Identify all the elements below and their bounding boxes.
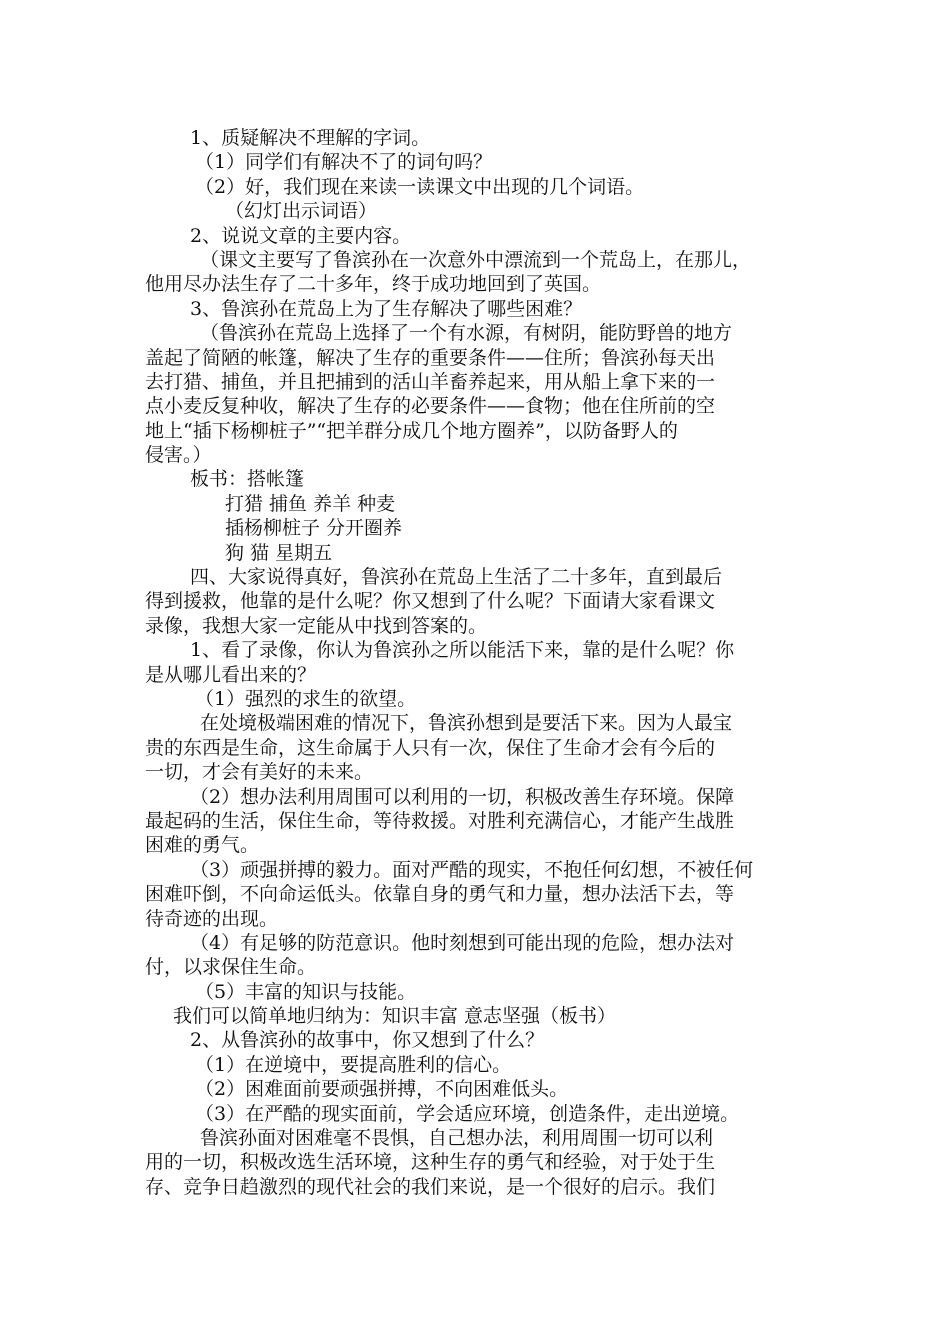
- text-line: 用的一切，积极改选生活环境，这种生存的勇气和经验，对于处于生: [145, 1151, 716, 1174]
- text-line: 存、竞争日趋激烈的现代社会的我们来说，是一个很好的启示。我们: [145, 1175, 716, 1198]
- text-line: （鲁滨孙在荒岛上选择了一个有水源，有树阴，能防野兽的地方: [200, 322, 733, 345]
- text-line: （2）好，我们现在来读一读课文中出现的几个词语。: [195, 175, 645, 198]
- blackboard-line: 插杨柳桩子 分开圈养: [225, 517, 403, 540]
- text-line: （1）在逆境中，要提高胜利的信心。: [195, 1053, 512, 1076]
- text-line: 1、质疑解决不理解的字词。: [190, 127, 431, 149]
- document-body: [145, 126, 815, 1199]
- text-line: 困难吓倒，不向命运低头。依靠自身的勇气和力量，想办法活下去，等: [145, 883, 735, 906]
- text-line: （2）困难面前要顽强拼搏，不向困难低头。: [195, 1078, 569, 1101]
- text-line: 2、从鲁滨孙的故事中，你又想到了什么？: [190, 1029, 545, 1052]
- text-line: （1）强烈的求生的欲望。: [195, 687, 417, 710]
- text-line: （1）同学们有解决不了的词句吗？: [195, 151, 493, 174]
- text-line: 付，以求保住生命。: [145, 956, 317, 979]
- text-line: （3）在严酷的现实面前，学会适应环境，创造条件，走出逆境。: [195, 1102, 740, 1125]
- text-line: （4）有足够的防范意识。他时刻想到可能出现的危险，想办法对: [190, 931, 735, 954]
- text-line: （幻灯出示词语）: [225, 200, 378, 223]
- text-line: 鲁滨孙面对困难毫不畏惧，自己想办法，利用周围一切可以利: [200, 1127, 714, 1150]
- text-line: 点小麦反复种收，解决了生存的必要条件——食物；他在住所前的空: [145, 395, 716, 418]
- text-line: 贵的东西是生命，这生命属于人只有一次，保住了生命才会有今后的: [145, 736, 716, 759]
- text-line: 侵害。）: [145, 444, 212, 467]
- text-line: 去打猎、捕鱼，并且把捕到的活山羊畜养起来，用从船上拿下来的一: [145, 370, 716, 393]
- text-line: 四、大家说得真好，鲁滨孙在荒岛上生活了二十多年，直到最后: [190, 566, 723, 589]
- text-line: （5）丰富的知识与技能。: [195, 980, 417, 1003]
- text-line: 盖起了简陋的帐篷，解决了生存的重要条件——住所；鲁滨孙每天出: [145, 346, 716, 369]
- text-line: 3、鲁滨孙在荒岛上为了生存解决了哪些困难？: [190, 297, 583, 320]
- text-line: 是从哪儿看出来的？: [145, 663, 317, 686]
- text-line: 在处境极端困难的情况下，鲁滨孙想到是要活下来。因为人最宝: [200, 712, 733, 735]
- text-line: （3）顽强拼搏的毅力。面对严酷的现实，不抱任何幻想，不被任何: [190, 858, 754, 881]
- text-line: 得到援救，他靠的是什么呢？你又想到了什么呢？下面请大家看课文: [145, 590, 716, 613]
- text-line: 1、看了录像，你认为鲁滨孙之所以能活下来，靠的是什么呢？你: [190, 639, 735, 662]
- text-line: 最起码的生活，保住生命，等待救援。对胜利充满信心，才能产生战胜: [145, 809, 735, 832]
- text-line: （课文主要写了鲁滨孙在一次意外中漂流到一个荒岛上，在那儿，: [200, 248, 752, 271]
- text-line: 地上“插下杨柳桩子”“把羊群分成几个地方圈养”，以防备野人的: [145, 419, 678, 442]
- text-line: 一切，才会有美好的未来。: [145, 761, 374, 784]
- blackboard-title: 板书：搭帐篷: [190, 468, 305, 491]
- text-line: 录像，我想大家一定能从中找到答案的。: [145, 614, 488, 637]
- text-line: 他用尽办法生存了二十多年，终于成功地回到了英国。: [145, 273, 602, 296]
- text-line: 困难的勇气。: [145, 834, 260, 857]
- text-line: 2、说说文章的主要内容。: [190, 224, 412, 247]
- blackboard-line: 打猎 捕鱼 养羊 种麦: [225, 492, 396, 515]
- blackboard-line: 狗 猫 星期五: [225, 541, 333, 564]
- text-line: 我们可以简单地归纳为：知识丰富 意志坚强（板书）: [173, 1005, 617, 1028]
- text-line: （2）想办法利用周围可以利用的一切，积极改善生存环境。保障: [190, 785, 735, 808]
- text-line: 待奇迹的出现。: [145, 907, 279, 930]
